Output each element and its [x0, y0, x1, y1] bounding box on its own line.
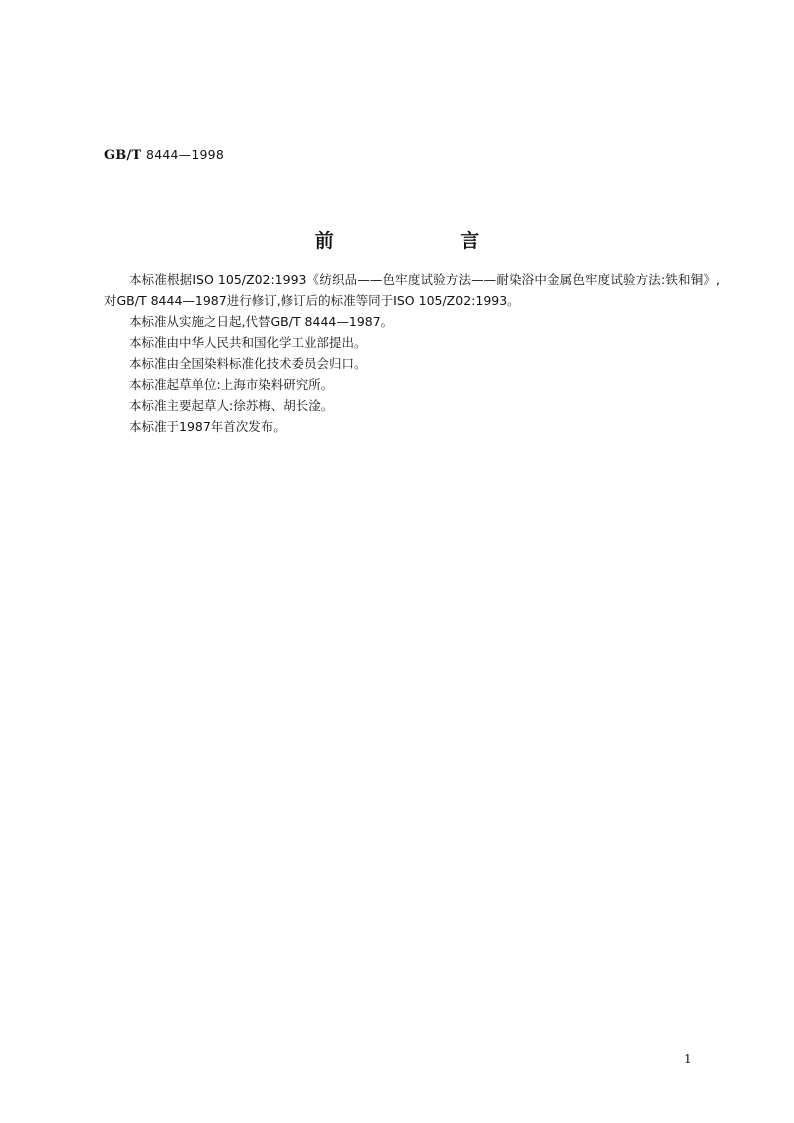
page-number: 1: [684, 1052, 692, 1066]
paragraph-proposer: 本标准由中华人民共和国化学工业部提出。: [129, 335, 367, 350]
paragraph-replacement: 本标准从实施之日起,代替GB/T 8444—1987。: [129, 314, 394, 329]
standard-code: [104, 147, 224, 163]
preface-body: [104, 269, 720, 437]
paragraph-drafters: 本标准主要起草人:徐苏梅、胡长淦。: [129, 398, 334, 413]
paragraph-first-issue: 本标准于1987年首次发布。: [129, 419, 286, 434]
paragraph-basis: 本标准根据ISO 105/Z02:1993《纺织品——色牢度试验方法——耐染浴中金属色牢度试验方法:铁和铜》,对GB/T 8444—1987进行修订,修订后的标准等同于ISO 105/Z02:1993。: [104, 272, 720, 308]
page-title: 前 言: [314, 230, 540, 252]
paragraph-committee: 本标准由全国染料标准化技术委员会归口。: [129, 356, 367, 371]
standard-prefix: GB/T: [104, 148, 142, 163]
paragraph-drafting-unit: 本标准起草单位:上海市染料研究所。: [129, 377, 334, 392]
standard-number: 8444—1998: [146, 147, 224, 162]
